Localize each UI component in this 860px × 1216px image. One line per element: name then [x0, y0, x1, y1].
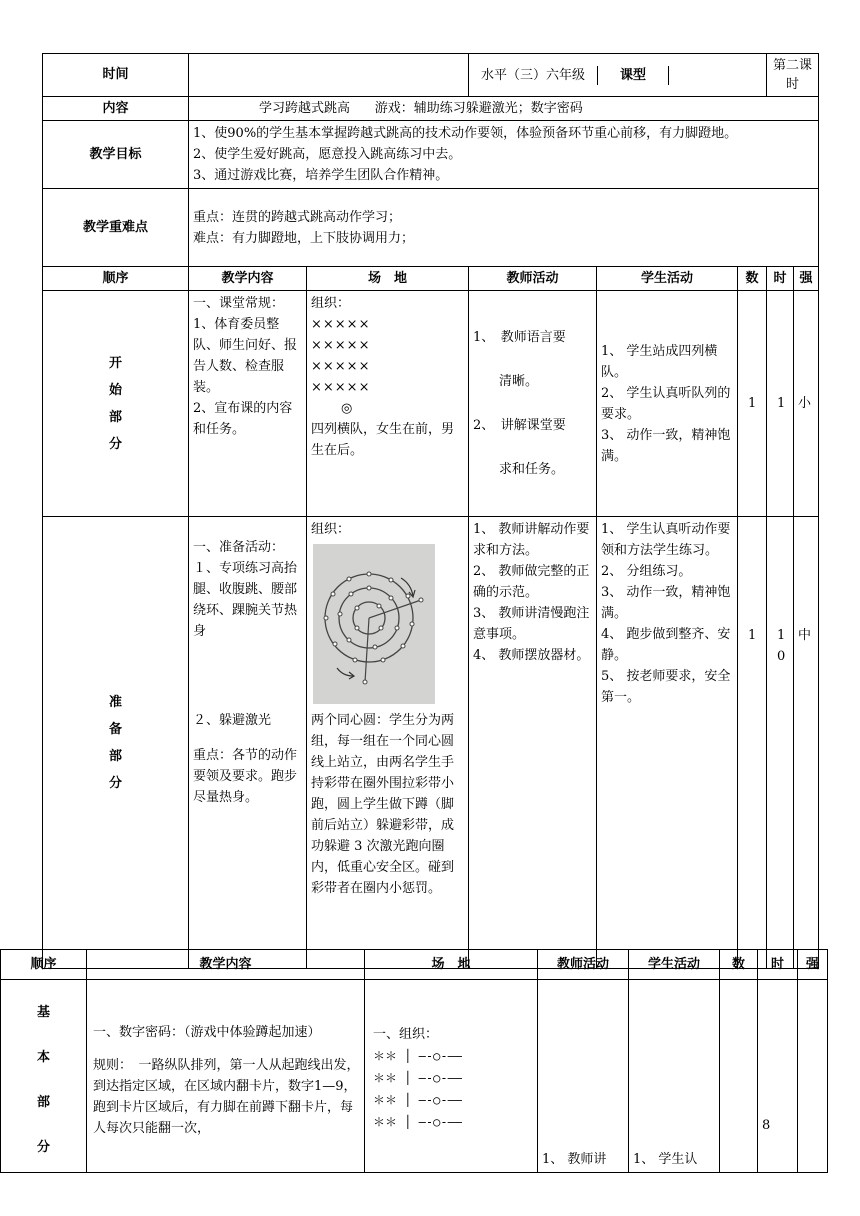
prep-student: 1、 学生认真听动作要领和方法学生练习。 2、 分组练习。 3、 动作一致，精神饱满。 4、 跑步做到整齐、安静。 5、 按老师要求，安全第一。	[597, 517, 738, 969]
col-content: 教学内容	[189, 267, 307, 291]
start-teacher: 1、 教师语言要 清晰。 2、 讲解课堂要 求和任务。	[469, 291, 597, 517]
start-count: 1	[738, 291, 767, 517]
key-points	[189, 189, 819, 267]
basic-content: 一、数字密码：（游戏中体验蹲起加速） 规则： 一路纵队排列，第一人从起跑线出发，到达指定区域，在区域内翻卡片，数字1—9，跑到卡片区域后，有力脚在前蹲下翻卡片，每人每次只能翻一次，	[87, 980, 365, 1173]
col-teacher: 教师活动	[469, 267, 597, 291]
content-label: 内容	[43, 97, 189, 121]
start-content: 一、课堂常规： 1、体育委员整队、师生问好、报告人数、检查服装。 2、宣布课的内容和任务。	[189, 291, 307, 517]
col-order: 顺序	[1, 950, 87, 980]
prep-intensity: 中	[794, 517, 819, 969]
col-count: 数	[720, 950, 758, 980]
key-point: 难点：有力脚蹬地，上下肢协调用力；	[193, 230, 415, 246]
lesson-type-value: 第二课时	[767, 54, 819, 97]
basic-teacher: 1、 教师讲	[538, 980, 629, 1173]
basic-student: 1、 学生认	[629, 980, 720, 1173]
basic-intensity	[798, 980, 828, 1173]
col-time: 时	[767, 267, 794, 291]
key-points-label: 教学重难点	[43, 189, 189, 267]
relay-diagram: ＊＊ │ —-○-—— ＊＊ │ —-○-—— ＊＊ │ —-○-—— ＊＊ │ —-○-——	[373, 1049, 463, 1129]
section-prep-label: 准 备 部 分	[43, 517, 189, 969]
section-start-label: 开 始 部 分	[43, 291, 189, 517]
goals-list	[189, 121, 819, 189]
formation-row: ×××××	[311, 359, 371, 374]
goal-item: 1、使90%的学生基本掌握跨越式跳高的技术动作要领，体验预备环节重心前移，有力脚蹬地。	[193, 126, 738, 141]
prep-time: 1 0	[767, 517, 794, 969]
col-order: 顺序	[43, 267, 189, 291]
col-student: 学生活动	[629, 950, 720, 980]
goal-item: 2、使学生爱好跳高，愿意投入跳高练习中去。	[193, 147, 462, 162]
concentric-circles-diagram	[313, 544, 435, 704]
basic-venue: 一、组织： ＊＊ │ —-○-—— ＊＊ │ —-○-—— ＊＊ │ —-○-—— ＊＊ │ —-○-——	[365, 980, 538, 1173]
start-time: 1	[767, 291, 794, 517]
basic-time: 8	[758, 980, 798, 1173]
start-intensity: 小	[794, 291, 819, 517]
start-venue: 组织： ××××× ××××× ××××× ××××× ◎ 四列横队，女生在前，男生在后。	[307, 291, 469, 517]
prep-count: 1	[738, 517, 767, 969]
teacher-position-icon: ◎	[341, 401, 353, 416]
time-label: 时间	[43, 54, 189, 97]
col-content: 教学内容	[87, 950, 365, 980]
time-value	[189, 54, 469, 97]
formation-row: ×××××	[311, 380, 371, 395]
formation-row: ×××××	[311, 317, 371, 332]
col-intensity: 强	[798, 950, 828, 980]
basic-count	[720, 980, 758, 1173]
key-point: 重点：连贯的跨越式跳高动作学习；	[193, 209, 402, 225]
grade-level: 水平（三）六年级	[469, 66, 598, 85]
lesson-plan-table-continued	[0, 949, 828, 1173]
goals-label: 教学目标	[43, 121, 189, 189]
formation-row: ×××××	[311, 338, 371, 353]
start-student: 1、 学生站成四列横队。 2、 学生认真听队列的要求。 3、 动作一致，精神饱满。	[597, 291, 738, 517]
col-student: 学生活动	[597, 267, 738, 291]
section-basic-label: 基 本 部 分	[1, 980, 87, 1173]
prep-content: 一、准备活动： １、专项练习高抬腿、收腹跳、腰部绕环、踝腕关节热身 ２、躲避激光 重点：各节的动作要领及要求。跑步尽量热身。	[189, 517, 307, 969]
col-time: 时	[758, 950, 798, 980]
col-venue: 场 地	[365, 950, 538, 980]
col-teacher: 教师活动	[538, 950, 629, 980]
content-value: 学习跨越式跳高 游戏：辅助练习躲避激光；数字密码	[189, 97, 819, 121]
lesson-plan-table	[42, 53, 819, 969]
col-intensity: 强	[794, 267, 819, 291]
prep-teacher: 1、 教师讲解动作要求和方法。 2、 教师做完整的正确的示范。 3、 教师讲清慢跑注意事项。 4、 教师摆放器材。	[469, 517, 597, 969]
goal-item: 3、通过游戏比赛，培养学生团队合作精神。	[193, 168, 449, 183]
col-venue: 场 地	[307, 267, 469, 291]
circles-diagram-icon	[313, 544, 435, 704]
prep-venue: 组织： 两个同心圆：学生分为两组，每一组在一个同心圆线上站立，由两名学生手持彩带在圈外围拉彩带小跑，圆上学生做下蹲（脚前后站立）躲避彩带，成功躲避 3 次激光跑向圈内，低重心安全区。碰到彩带者在圈内小惩罚。	[307, 517, 469, 969]
prep-venue-text: 两个同心圆：学生分为两组，每一组在一个同心圆线上站立，由两名学生手持彩带在圈外围拉彩带小跑，圆上学生做下蹲（脚前后站立）躲避彩带，成功躲避 3 次激光跑向圈内，低重心安全区。碰到彩带者在圈内小惩罚。	[311, 713, 455, 896]
lesson-type-label: 课型	[598, 66, 669, 85]
col-count: 数	[738, 267, 767, 291]
